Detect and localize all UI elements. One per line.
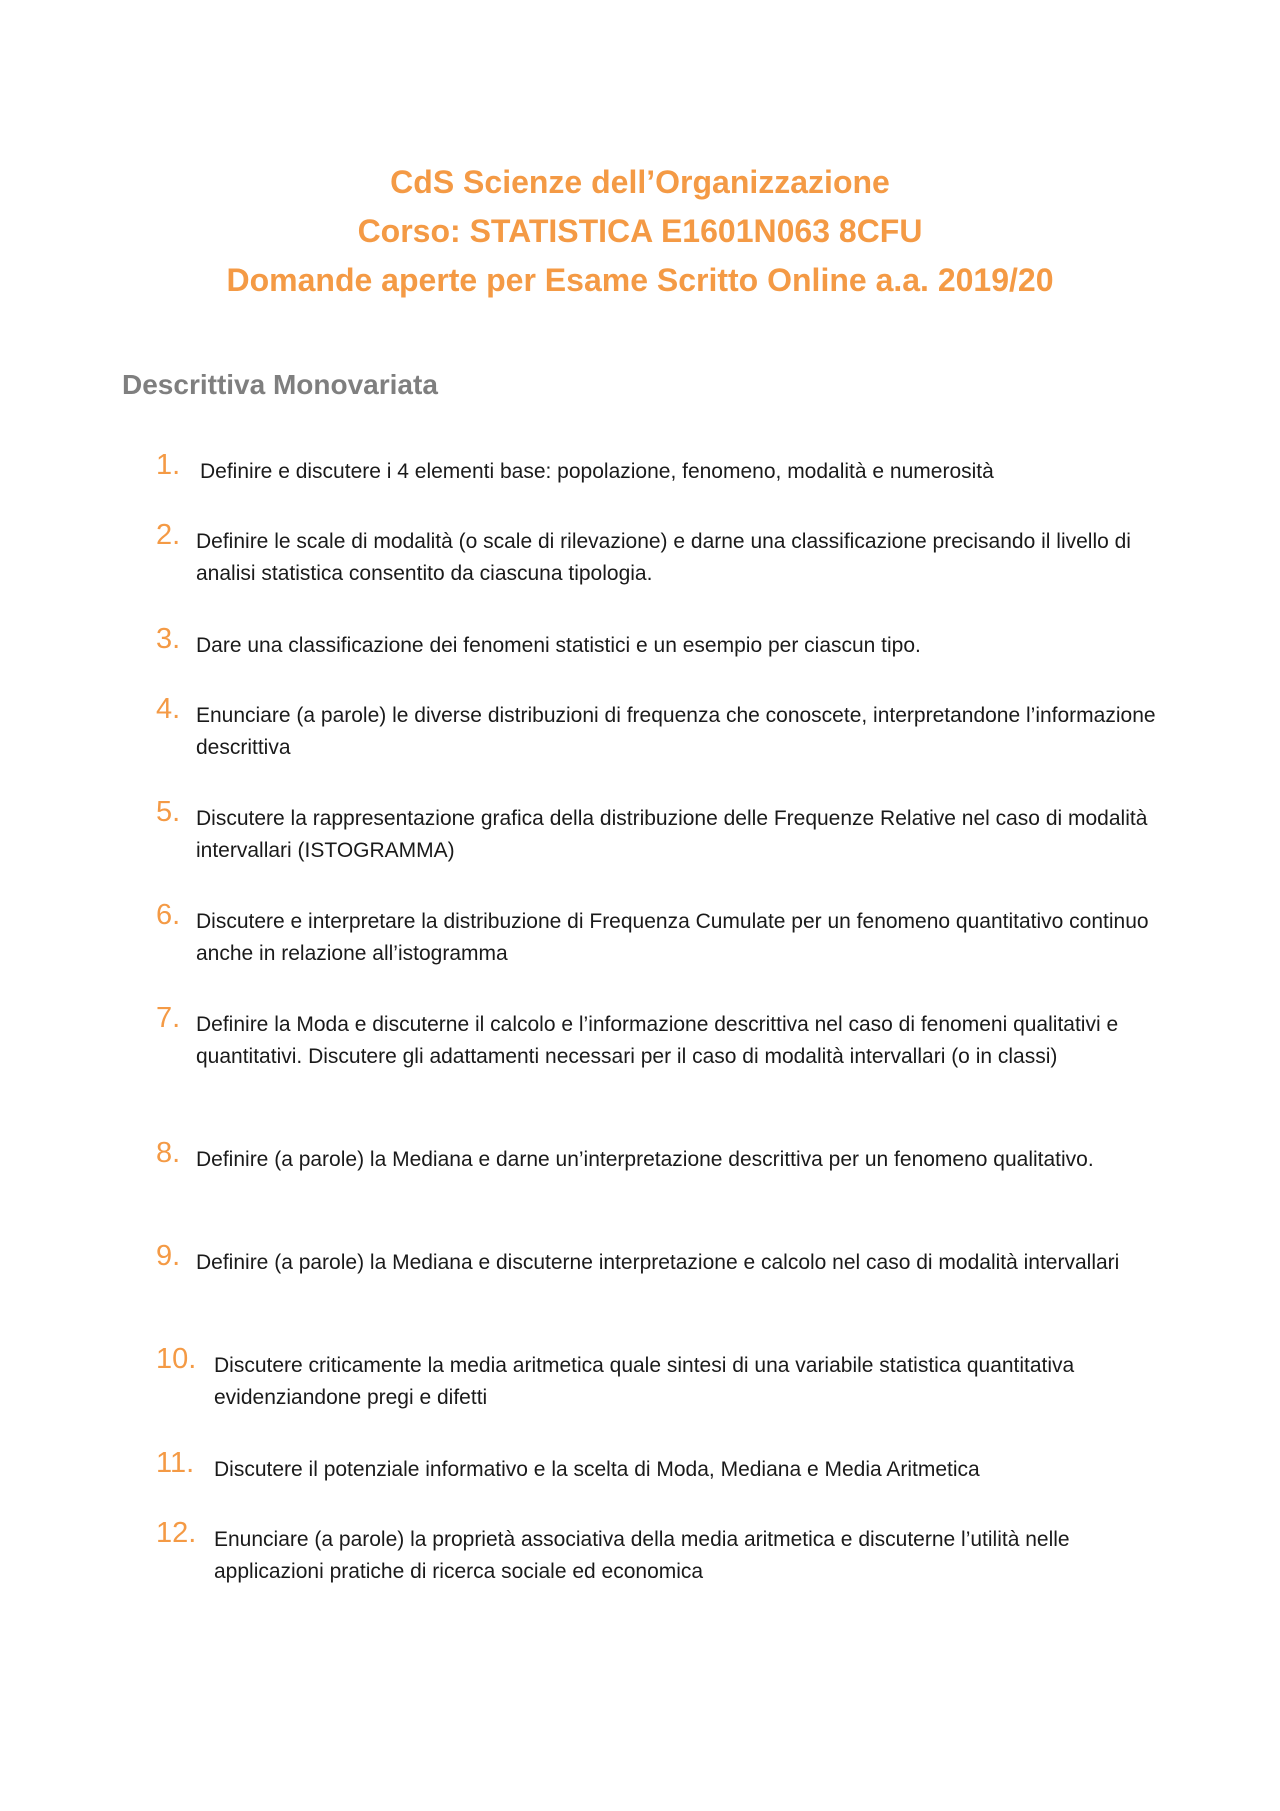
question-text: Definire le scale di modalità (o scale di rilevazione) e darne una classificazione precisando il livello di analisi statistica consentito da ciascuna tipologia.	[196, 530, 1131, 585]
question-number: 2.	[156, 519, 181, 551]
question-text: Definire e discutere i 4 elementi base: popolazione, fenomeno, modalità e numerosità	[200, 460, 994, 483]
question-text: Definire (a parole) la Mediana e discuterne interpretazione e calcolo nel caso di modalità intervallari	[196, 1251, 1120, 1274]
question-number: 1.	[156, 449, 181, 481]
header-program: CdS Scienze dell’Organizzazione	[390, 164, 890, 200]
question-text: Dare una classificazione dei fenomeni statistici e un esempio per ciascun tipo.	[196, 634, 921, 657]
question-number: 8.	[156, 1137, 181, 1169]
question-number: 9.	[156, 1240, 181, 1272]
header-exam-title: Domande aperte per Esame Scritto Online a.a. 2019/20	[226, 262, 1054, 298]
section-title: Descrittiva Monovariata	[122, 369, 438, 400]
question-text: Discutere criticamente la media aritmetica quale sintesi di una variabile statistica quantitativa evidenziandone pregi e difetti	[214, 1354, 1075, 1409]
document-header	[0, 158, 1280, 305]
question-number: 11.	[156, 1447, 195, 1479]
question-number: 10.	[156, 1343, 197, 1375]
question-text: Discutere il potenziale informativo e la scelta di Moda, Mediana e Media Aritmetica	[214, 1458, 980, 1481]
question-number: 4.	[156, 693, 181, 725]
question-number: 6.	[156, 899, 181, 931]
question-number: 3.	[156, 623, 181, 655]
question-text: Definire la Moda e discuterne il calcolo e l’informazione descrittiva nel caso di fenomeni qualitativi e quantitativi. Discutere gli adattamenti necessari per il caso di modalità intervallari (o in classi)	[196, 1013, 1119, 1068]
question-number: 5.	[156, 796, 181, 828]
question-text: Definire (a parole) la Mediana e darne un’interpretazione descrittiva per un fenomeno qualitativo.	[196, 1148, 1094, 1171]
question-number: 12.	[156, 1517, 197, 1549]
question-number: 7.	[156, 1002, 181, 1034]
header-course: Corso: STATISTICA E1601N063 8CFU	[357, 213, 923, 249]
question-text: Enunciare (a parole) la proprietà associativa della media aritmetica e discuterne l’utilità nelle applicazioni pratiche di ricerca sociale ed economica	[214, 1528, 1070, 1583]
question-text: Discutere la rappresentazione grafica della distribuzione delle Frequenze Relative nel caso di modalità intervallari (ISTOGRAMMA)	[196, 807, 1148, 862]
question-text: Enunciare (a parole) le diverse distribuzioni di frequenza che conoscete, interpretandone l’informazione descrittiva	[196, 704, 1156, 759]
question-text: Discutere e interpretare la distribuzione di Frequenza Cumulate per un fenomeno quantitativo continuo anche in relazione all’istogramma	[196, 910, 1149, 965]
